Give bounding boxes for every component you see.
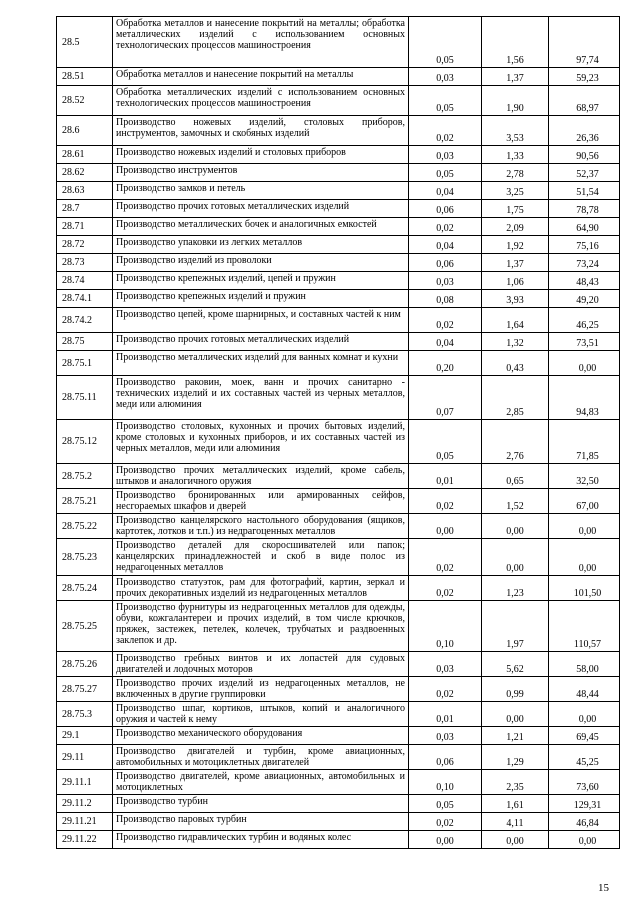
table-row [57,745,620,770]
row-value-1: 0,02 [409,576,482,601]
row-code: 29.1 [57,727,113,745]
row-code: 28.72 [57,236,113,254]
row-value-2: 0,00 [482,539,549,576]
page-number: 15 [598,882,609,894]
row-code: 28.6 [57,116,113,146]
row-code: 28.52 [57,86,113,116]
table-row [57,17,620,68]
row-name: Производство замков и петель [113,182,409,200]
table-row [57,652,620,677]
row-value-1: 0,05 [409,17,482,68]
row-value-2: 0,65 [482,464,549,489]
row-code: 28.75.21 [57,489,113,514]
row-value-1: 0,02 [409,218,482,236]
row-value-2: 1,52 [482,489,549,514]
row-name: Производство прочих готовых металлических изделий [113,333,409,351]
row-name: Производство цепей, кроме шарнирных, и составных частей к ним [113,308,409,333]
row-value-3: 71,85 [549,420,620,464]
row-value-3: 94,83 [549,376,620,420]
row-value-1: 0,04 [409,333,482,351]
row-value-1: 0,08 [409,290,482,308]
row-value-3: 69,45 [549,727,620,745]
row-value-1: 0,03 [409,272,482,290]
row-name: Производство фурнитуры из недрагоценных металлов для одежды, обуви, кожгалантереи и прочих изделий, в том числе крючков, пряжек, застежек, петелек, колечек, трубчатых и раздвоенных заклепок и др. [113,601,409,652]
table-row [57,351,620,376]
row-value-1: 0,05 [409,164,482,182]
row-value-1: 0,02 [409,489,482,514]
table-row [57,68,620,86]
row-name: Производство деталей для скоросшивателей или папок; канцелярских принадлежностей и скоб в виде полос из недрагоценных металлов [113,539,409,576]
table-row [57,272,620,290]
row-code: 29.11.22 [57,831,113,849]
row-value-2: 0,00 [482,831,549,849]
row-value-2: 1,29 [482,745,549,770]
row-code: 28.71 [57,218,113,236]
row-value-3: 46,25 [549,308,620,333]
row-value-2: 2,78 [482,164,549,182]
table-row [57,464,620,489]
row-value-2: 1,97 [482,601,549,652]
row-value-3: 58,00 [549,652,620,677]
row-value-2: 1,33 [482,146,549,164]
row-name: Производство гидравлических турбин и водяных колес [113,831,409,849]
row-value-1: 0,01 [409,464,482,489]
row-value-1: 0,02 [409,677,482,702]
table-row [57,420,620,464]
table-row [57,254,620,272]
row-value-3: 0,00 [549,831,620,849]
row-value-1: 0,20 [409,351,482,376]
row-code: 28.63 [57,182,113,200]
row-value-2: 3,53 [482,116,549,146]
row-value-1: 0,10 [409,601,482,652]
row-value-3: 0,00 [549,702,620,727]
row-value-1: 0,03 [409,727,482,745]
row-value-3: 51,54 [549,182,620,200]
row-value-2: 1,56 [482,17,549,68]
row-value-2: 1,90 [482,86,549,116]
row-value-3: 49,20 [549,290,620,308]
row-value-1: 0,02 [409,813,482,831]
row-name: Производство ножевых изделий и столовых приборов [113,146,409,164]
row-name: Производство металлических изделий для ванных комнат и кухни [113,351,409,376]
row-name: Производство ножевых изделий, столовых приборов, инструментов, замочных и скобяных изделий [113,116,409,146]
row-value-3: 67,00 [549,489,620,514]
row-name: Производство гребных винтов и их лопастей для судовых двигателей и лодочных моторов [113,652,409,677]
row-name: Производство паровых турбин [113,813,409,831]
table-row [57,218,620,236]
table-row [57,290,620,308]
table-row [57,601,620,652]
row-name: Производство канцелярского настольного оборудования (ящиков, картотек, лотков и т.п.) из недрагоценных металлов [113,514,409,539]
row-code: 28.75.1 [57,351,113,376]
row-code: 28.73 [57,254,113,272]
row-name: Производство механического оборудования [113,727,409,745]
row-value-2: 0,99 [482,677,549,702]
table-row [57,813,620,831]
row-name: Производство бронированных или армированных сейфов, несгораемых шкафов и дверей [113,489,409,514]
row-value-3: 64,90 [549,218,620,236]
row-value-1: 0,05 [409,86,482,116]
row-name: Обработка металлических изделий с использованием основных технологических процессов машиностроения [113,86,409,116]
row-code: 28.62 [57,164,113,182]
row-code: 28.75.26 [57,652,113,677]
row-value-1: 0,03 [409,68,482,86]
table-row [57,116,620,146]
row-code: 28.74.1 [57,290,113,308]
row-value-2: 1,75 [482,200,549,218]
table-row [57,333,620,351]
row-value-2: 2,76 [482,420,549,464]
row-value-3: 0,00 [549,539,620,576]
row-value-2: 1,32 [482,333,549,351]
table-row [57,146,620,164]
row-value-3: 59,23 [549,68,620,86]
row-value-1: 0,02 [409,116,482,146]
row-value-3: 0,00 [549,514,620,539]
table-row [57,200,620,218]
row-name: Производство прочих изделий из недрагоценных металлов, не включенных в другие группировки [113,677,409,702]
row-value-3: 129,31 [549,795,620,813]
row-code: 28.75.2 [57,464,113,489]
row-value-1: 0,01 [409,702,482,727]
row-value-2: 1,92 [482,236,549,254]
row-value-2: 2,85 [482,376,549,420]
row-value-2: 1,37 [482,68,549,86]
row-value-2: 1,64 [482,308,549,333]
row-value-1: 0,05 [409,795,482,813]
row-name: Производство крепежных изделий, цепей и пружин [113,272,409,290]
row-value-2: 1,37 [482,254,549,272]
row-name: Производство металлических бочек и аналогичных емкостей [113,218,409,236]
table-row [57,489,620,514]
row-value-3: 110,57 [549,601,620,652]
row-value-3: 97,74 [549,17,620,68]
row-value-2: 3,25 [482,182,549,200]
table-row [57,539,620,576]
row-code: 29.11 [57,745,113,770]
row-code: 28.75 [57,333,113,351]
row-name: Обработка металлов и нанесение покрытий на металлы; обработка металлических изделий с использованием основных технологических процессов машиностроения [113,17,409,68]
row-name: Производство шпаг, кортиков, штыков, копий и аналогичного оружия и частей к нему [113,702,409,727]
row-name: Производство столовых, кухонных и прочих бытовых изделий, кроме столовых и кухонных приборов, и их составных частей из черных металлов, меди или алюминия [113,420,409,464]
row-value-2: 0,43 [482,351,549,376]
row-value-3: 68,97 [549,86,620,116]
row-value-3: 75,16 [549,236,620,254]
row-value-2: 1,06 [482,272,549,290]
row-value-1: 0,02 [409,308,482,333]
row-value-3: 90,56 [549,146,620,164]
row-code: 29.11.21 [57,813,113,831]
row-value-2: 5,62 [482,652,549,677]
row-value-3: 73,24 [549,254,620,272]
table-row [57,182,620,200]
row-code: 29.11.2 [57,795,113,813]
table-row [57,677,620,702]
table-row [57,308,620,333]
row-value-2: 2,35 [482,770,549,795]
row-value-1: 0,05 [409,420,482,464]
row-value-1: 0,06 [409,254,482,272]
row-value-1: 0,00 [409,831,482,849]
row-value-3: 78,78 [549,200,620,218]
table-row [57,795,620,813]
row-value-2: 2,09 [482,218,549,236]
row-code: 28.74.2 [57,308,113,333]
row-value-3: 48,44 [549,677,620,702]
row-value-1: 0,07 [409,376,482,420]
row-value-2: 3,93 [482,290,549,308]
row-code: 28.51 [57,68,113,86]
row-name: Производство статуэток, рам для фотографий, картин, зеркал и прочих декоративных изделий из недрагоценных металлов [113,576,409,601]
row-value-2: 0,00 [482,514,549,539]
row-value-1: 0,00 [409,514,482,539]
row-code: 28.61 [57,146,113,164]
row-value-2: 0,00 [482,702,549,727]
row-value-1: 0,02 [409,539,482,576]
row-name: Производство раковин, моек, ванн и прочих санитарно - технических изделий и их составных частей из черных металлов, меди или алюминия [113,376,409,420]
row-name: Производство упаковки из легких металлов [113,236,409,254]
row-code: 28.75.3 [57,702,113,727]
row-name: Производство крепежных изделий и пружин [113,290,409,308]
row-value-3: 45,25 [549,745,620,770]
row-name: Производство прочих металлических изделий, кроме сабель, штыков и аналогичного оружия [113,464,409,489]
row-value-3: 73,60 [549,770,620,795]
row-value-3: 46,84 [549,813,620,831]
table-row [57,770,620,795]
row-value-2: 1,21 [482,727,549,745]
row-code: 28.75.27 [57,677,113,702]
row-value-3: 0,00 [549,351,620,376]
table-row [57,236,620,254]
row-name: Производство инструментов [113,164,409,182]
row-value-1: 0,10 [409,770,482,795]
row-value-3: 26,36 [549,116,620,146]
row-value-3: 48,43 [549,272,620,290]
row-name: Производство двигателей и турбин, кроме авиационных, автомобильных и мотоциклетных двигателей [113,745,409,770]
row-value-2: 1,61 [482,795,549,813]
table-row [57,576,620,601]
row-name: Обработка металлов и нанесение покрытий на металлы [113,68,409,86]
row-name: Производство турбин [113,795,409,813]
table-row [57,86,620,116]
table-row [57,376,620,420]
row-code: 29.11.1 [57,770,113,795]
table-row [57,727,620,745]
row-value-2: 1,23 [482,576,549,601]
row-code: 28.75.23 [57,539,113,576]
row-value-3: 52,37 [549,164,620,182]
row-value-3: 73,51 [549,333,620,351]
row-code: 28.7 [57,200,113,218]
row-code: 28.75.25 [57,601,113,652]
row-value-1: 0,03 [409,146,482,164]
row-value-1: 0,06 [409,745,482,770]
row-code: 28.74 [57,272,113,290]
row-value-1: 0,03 [409,652,482,677]
table-row [57,514,620,539]
table-row [57,702,620,727]
table-row [57,164,620,182]
row-value-1: 0,06 [409,200,482,218]
row-name: Производство двигателей, кроме авиационных, автомобильных и мотоциклетных [113,770,409,795]
row-value-2: 4,11 [482,813,549,831]
table-row [57,831,620,849]
row-name: Производство изделий из проволоки [113,254,409,272]
row-code: 28.75.11 [57,376,113,420]
row-value-1: 0,04 [409,182,482,200]
row-value-3: 101,50 [549,576,620,601]
row-code: 28.75.12 [57,420,113,464]
okved-table [56,16,620,849]
row-name: Производство прочих готовых металлических изделий [113,200,409,218]
row-value-3: 32,50 [549,464,620,489]
row-code: 28.75.24 [57,576,113,601]
row-code: 28.5 [57,17,113,68]
row-value-1: 0,04 [409,236,482,254]
row-code: 28.75.22 [57,514,113,539]
